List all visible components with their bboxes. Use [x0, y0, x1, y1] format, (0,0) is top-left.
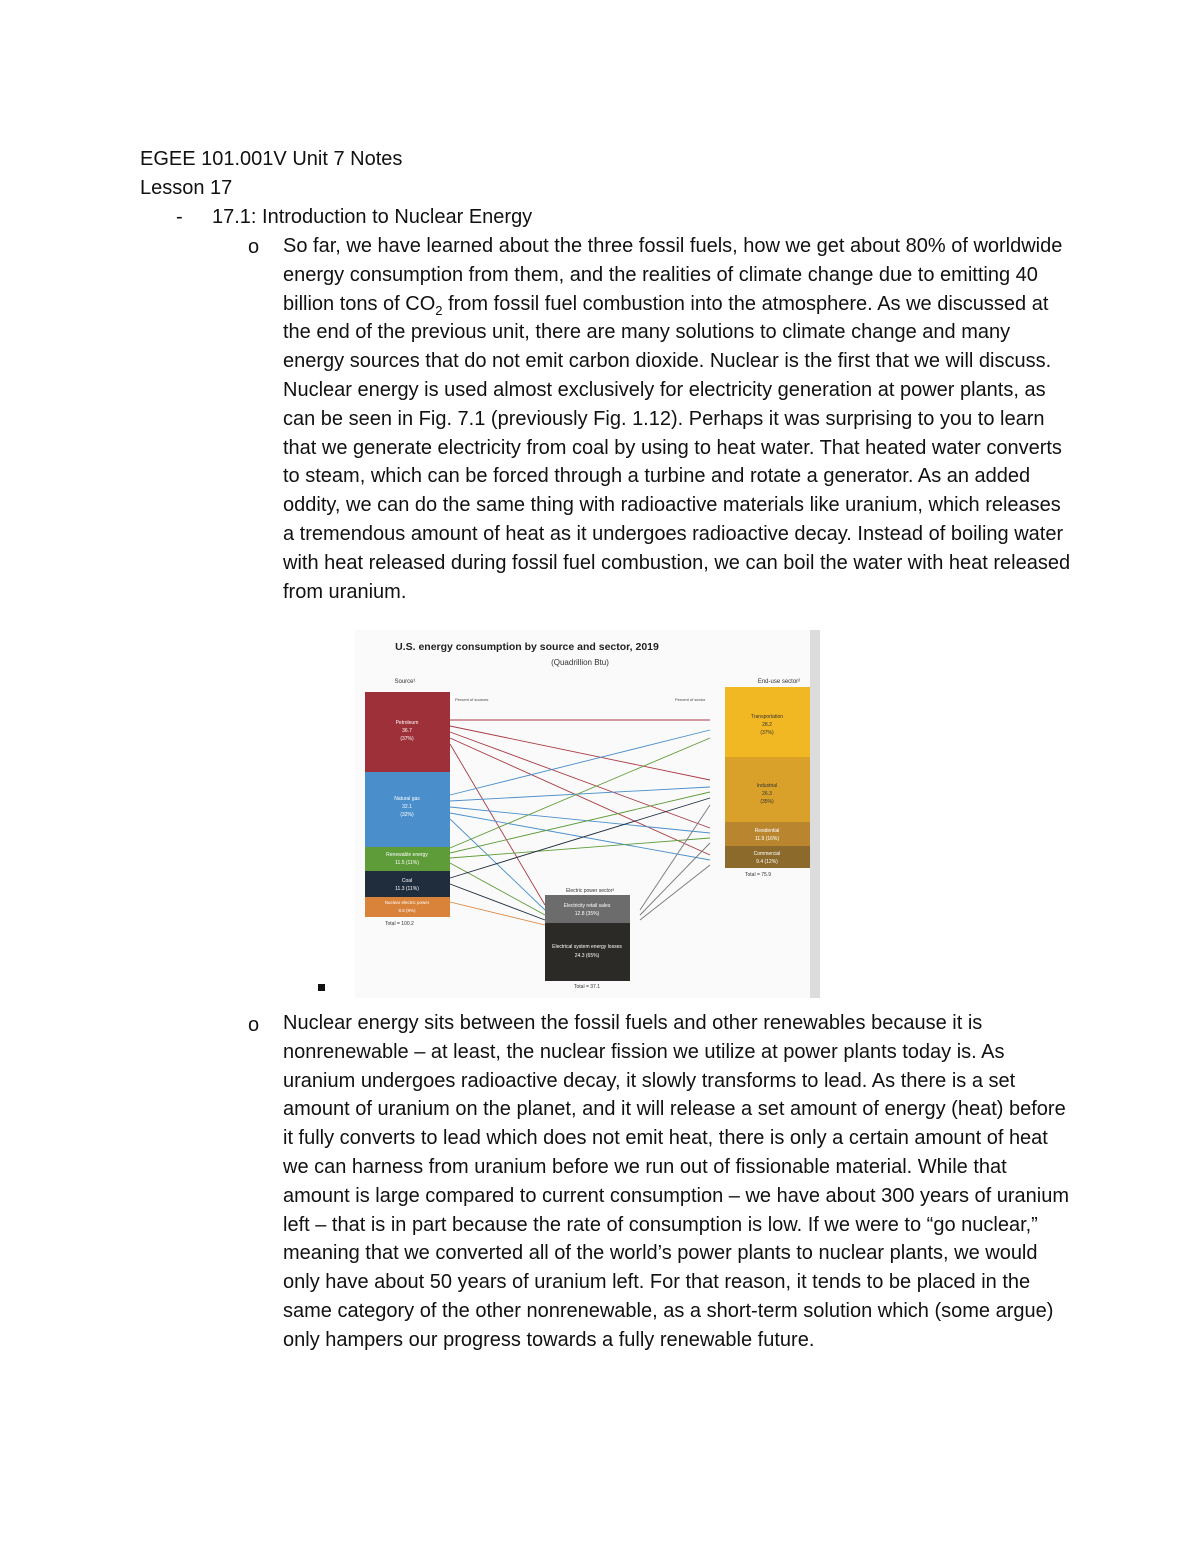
flow-petroleum-commercial	[450, 738, 710, 855]
bar-nuclear-value: 8.5 (8%)	[398, 908, 416, 913]
figure-right-edge-shadow	[810, 630, 820, 998]
lesson-heading: Lesson 17	[140, 177, 233, 199]
bar-residential-name: Residential	[754, 828, 780, 834]
bar-industrial-pct: (35%)	[760, 799, 774, 805]
bar-industrial-name: Industrial	[756, 783, 778, 789]
bullet-marker: o	[248, 1014, 260, 1036]
bar-nuclear-name: Nuclear electric power	[384, 900, 430, 905]
bar-renewable-value: 11.5 (11%)	[395, 860, 419, 866]
flow-renewable-industrial	[450, 792, 710, 853]
bar-natural-gas-name: Natural gas	[394, 796, 420, 802]
bar-industrial	[725, 757, 810, 822]
bar-transportation-value: 28.2	[762, 722, 772, 728]
flow-gas-industrial	[450, 787, 710, 801]
bullet-marker: o	[248, 236, 260, 258]
paragraph-nuclear: Nuclear energy sits between the fossil fuels and other renewables because it is nonrenewable – at least, the nuclear fission we utilize at power plants today is. As uranium undergoes radioactive decay, it slowly transforms to lead. As there is a set amount of uranium on the planet, and it will release a set amount of energy (heat) before it fully converts to lead which does not emit heat, there is only a certain amount of heat we can harness from uranium before we run out of fissionable material. While that amount is large compared to current consumption – we have about 300 years of uranium left – that is in part because the rate of consumption is low. If we were to “go nuclear,” meaning that we converted all of the world’s power plants to nuclear plants, we would only have about 50 years of uranium left. For that reason, it tends to be placed in the same category of the other nonrenewable, as a short-term solution which (some argue) only hampers our progress towards a fully renewable future.	[283, 1012, 1069, 1351]
bar-coal-value: 11.3 (11%)	[395, 886, 419, 892]
bar-natural-gas-value: 32.1	[402, 804, 412, 810]
flow-petroleum-electric	[450, 744, 545, 905]
paragraph-intro-part1: So far, we have learned about the three fossil fuels, how we get about 80% of worldwide energy consumption from them, and the realities of climate change due to emitting 40 billion tons of CO	[283, 235, 1063, 315]
bar-residential-value: 11.9 (16%)	[754, 836, 780, 842]
co2-subscript: 2	[435, 302, 443, 318]
flow-petroleum-industrial	[450, 726, 710, 780]
bar-renewable-name: Renewable energy	[386, 852, 428, 858]
bar-system-losses	[545, 923, 630, 981]
electric-total: Total = 37.1	[574, 984, 600, 990]
bar-coal	[365, 871, 450, 897]
sector-header: End-use sector²	[757, 679, 801, 685]
flow-electric-commercial	[640, 865, 710, 920]
paragraph-intro-part2: from fossil fuel combustion into the atmosphere. As we discussed at the end of the previous unit, there are many solutions to climate change and many energy sources that do not emit carbon dioxide. Nuclear is the first that we will discuss. Nuclear energy is used almost exclusively for electricity generation at power plants, as can be seen in Fig. 7.1 (previously Fig. 1.12). Perhaps it was surprising to you to learn that we generate electricity from coal by using to heat water. That heated water converts to steam, which can be forced through a turbine and rotate a generator. As an added oddity, we can do the same thing with radioactive materials like uranium, which releases a tremendous amount of heat as it undergoes radioactive decay. Instead of boiling water with heat released during fossil fuel combustion, we can boil the water with heat released from uranium.	[283, 292, 1071, 603]
bar-transportation-name: Transportation	[750, 714, 784, 720]
bar-commercial-name: Commercial	[753, 851, 781, 857]
flow-nuclear-electric	[450, 902, 545, 925]
bar-retail-sales-value: 12.8 (35%)	[574, 911, 600, 917]
figure-title: U.S. energy consumption by source and sector, 2019	[395, 641, 659, 653]
bar-renewable	[365, 847, 450, 871]
section-heading: 17.1: Introduction to Nuclear Energy	[212, 206, 533, 228]
flow-lines	[450, 720, 710, 925]
bar-commercial-value: 9.4 (12%)	[756, 859, 778, 865]
bar-natural-gas-pct: (32%)	[400, 812, 414, 818]
bar-retail-sales-name: Electricity retail sales	[563, 903, 611, 909]
bar-system-losses-value: 24.3 (65%)	[574, 953, 600, 959]
percent-of-sector-label: Percent of sector	[675, 697, 706, 702]
bar-petroleum-pct: (37%)	[400, 736, 414, 742]
figure-subtitle: (Quadrillion Btu)	[551, 658, 609, 667]
document-title: EGEE 101.001V Unit 7 Notes	[140, 148, 403, 170]
bar-petroleum-value: 36.7	[402, 728, 412, 734]
section-dash-marker: -	[176, 206, 183, 228]
bar-system-losses-name: Electrical system energy losses	[552, 944, 622, 950]
bar-industrial-value: 26.3	[762, 791, 772, 797]
bar-residential	[725, 822, 810, 846]
bar-petroleum-name: Petroleum	[395, 720, 419, 726]
percent-of-sources-label: Percent of sources	[455, 697, 489, 702]
bar-coal-name: Coal	[401, 878, 413, 884]
paragraph-intro	[283, 232, 1073, 606]
flow-renewable-transportation	[450, 738, 710, 848]
figure-list-marker	[318, 984, 325, 991]
electric-header: Electric power sector³	[565, 888, 615, 894]
energy-flow-figure	[355, 630, 820, 998]
flow-petroleum-residential	[450, 732, 710, 828]
flow-renewable-residential	[450, 838, 710, 858]
flow-gas-transportation	[450, 730, 710, 795]
source-header: Source¹	[394, 679, 416, 685]
flow-electric-industrial	[640, 805, 710, 910]
bar-retail-sales	[545, 895, 630, 923]
flow-gas-electric	[450, 819, 545, 910]
source-total: Total = 100.2	[385, 921, 414, 927]
bar-transportation-pct: (37%)	[760, 730, 774, 736]
sector-total: Total = 75.9	[745, 872, 771, 878]
energy-flow-diagram	[355, 630, 820, 998]
